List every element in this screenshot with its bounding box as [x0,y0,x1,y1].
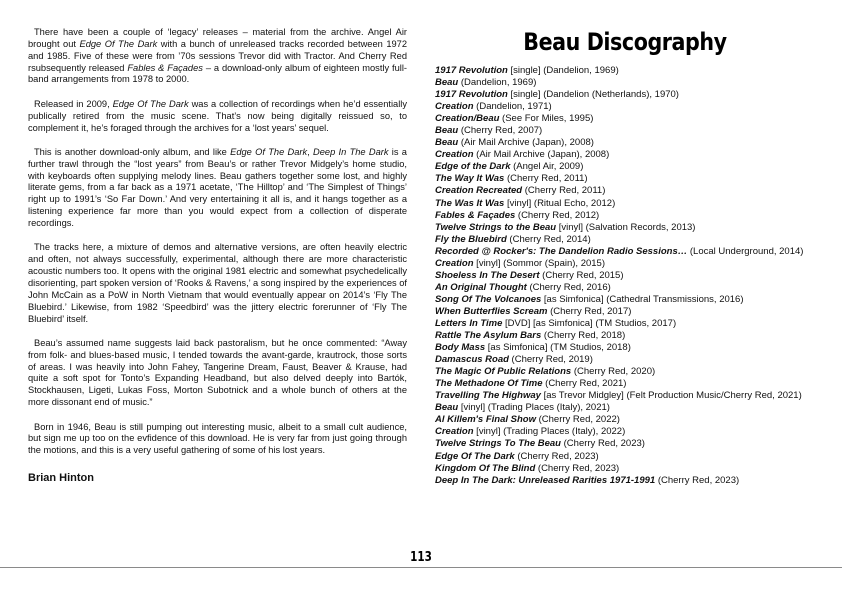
review-paragraph [28,422,407,458]
release-title: Fly the Bluebird [435,233,507,245]
discography-entry [435,65,815,77]
review-paragraph [28,27,407,86]
discography-entry [435,306,815,318]
text-run: Released in 2009, [34,98,113,109]
discography-entry [435,463,815,475]
release-detail: (Cherry Red, 2015) [539,269,624,281]
bottom-rule [0,567,842,568]
album-title-reference: Edge Of The Dark [112,98,189,109]
release-title: The Methadone Of Time [435,378,543,390]
release-detail: [vinyl] (Salvation Records, 2013) [556,221,696,233]
discography-entry [435,89,815,101]
release-detail: [as Simfonica] (Cathedral Transmissions, 2016) [541,293,744,305]
text-run: Born in 1946, Beau is still pumping out interesting music, albeit to a small cult audience, but sign me up too on the evfidence of this download. He is very far from just going through the motions, and this is a very useful gathering of some of his lost years. [28,421,407,456]
text-run: with a bunch of unreleased tracks recorded between 1972 and 1985. Five of these were from ’70s sessions Trevor did with Tractor. And Cherry Red rsubsequently released [28,38,407,73]
release-title: Beau [435,137,459,149]
release-title: Recorded @ Rocker's: The Dandelion Radio Sessions… [435,245,688,257]
discography-entry [435,438,815,450]
discography-entry [435,294,815,306]
release-title: Twelve Strings To The Beau [435,438,561,450]
release-title: Beau [435,402,459,414]
text-run: is a further trawl through the “lost years” from Beau’s or rather Trevor Midgely’s home studio, with keyboards often supplying melody lines. Beau gathers together some lost, and highly literate gems, from a far back as a 1971 acetate, ‘The Hilltop’ and ‘The Simplest of Things’ right up to 1991’s ‘So Far Down.’ And very entertaining it all is, and it hangs together as a listening experience far more than you would expect from a collection of disperate recordings. [28,146,407,228]
release-title: When Butterflies Scream [435,305,548,317]
release-title: Creation [435,257,474,269]
discography-entry [435,402,815,414]
release-detail: (Cherry Red, 2022) [535,414,620,426]
album-title-reference: Deep In The Dark [313,146,389,157]
review-paragraph [28,242,407,325]
discography-entry [435,354,815,366]
text-run: was a collection of recordings when he’d essentially publically retired from the music scene. That’s now being digitally reissued so, to complement it, he’s foraged through the archives for a ‘lost years’ sequel. [28,98,407,133]
review-paragraph [28,338,407,409]
release-detail: (Dandelion, 1969) [458,77,537,89]
release-detail: (Cherry Red, 2012) [515,209,600,221]
discography-entry [435,390,815,402]
discography-entry [435,101,815,113]
release-title: Creation Recreated [435,185,523,197]
release-title: The Magic Of Public Relations [435,366,572,378]
release-detail: (Cherry Red, 2007) [458,125,543,137]
text-run: Beau’s assumed name suggests laid back pastoralism, but he once commented: “Away from folk- and blues-based music, I tended towards the avant-garde, krautrock, those sorts of areas. I was heavily into John Fahey, Tangerine Dream, Faust, Beaver & Krause, had quite a soft spot for Tonto’s Expanding Headband, but also delved deeply into Bartók, Stockhausen, Ligeti, Lukas Foss, Morton Subotnick and a whole bunch of others at the more dissonant end of music.” [28,337,407,408]
discography-entry [435,185,815,197]
release-detail: (Cherry Red, 2016) [526,281,611,293]
discography-entry [435,318,815,330]
text-run: There have been a couple of ‘legacy’ releases – material from the archive. Angel Air brought out [28,27,407,49]
release-title: Letters In Time [435,317,503,329]
release-detail: (Cherry Red, 2011) [522,185,606,197]
release-detail: (Cherry Red, 2023) [535,462,620,474]
release-detail: [single] (Dandelion (Netherlands), 1970) [507,89,679,101]
discography-entry [435,366,815,378]
release-title: The Way It Was [435,173,505,185]
album-title-reference: Fables & Façades [127,62,203,73]
discography-entry [435,414,815,426]
release-title: Deep In The Dark: Unreleased Rarities 1971-1991 [435,474,656,486]
review-paragraph [28,99,407,135]
discography-entry [435,234,815,246]
release-title: Beau [435,125,459,137]
author-byline: Brian Hinton [28,472,94,485]
release-detail: (Cherry Red, 2023) [514,450,599,462]
release-detail: (Cherry Red, 2018) [541,330,626,342]
release-detail: [as Simfonica] (TM Studios, 2018) [485,342,631,354]
release-detail: (See For Miles, 1995) [499,113,594,125]
release-detail: (Cherry Red, 2017) [547,305,632,317]
release-detail: (Dandelion, 1971) [473,101,552,113]
discography-entry [435,149,815,161]
release-title: Body Mass [435,342,486,354]
release-title: An Original Thought [435,281,527,293]
release-detail: [vinyl] (Trading Places (Italy), 2021) [458,402,610,414]
release-title: 1917 Revolution [435,65,508,76]
release-title: Creation [435,426,474,438]
discography-entry [435,451,815,463]
release-title: Travelling The Highway [435,390,541,402]
release-title: Twelve Strings to the Beau [435,221,557,233]
discography-entry [435,270,815,282]
release-detail: (Cherry Red, 2020) [571,366,656,378]
review-text [28,27,407,457]
release-title: Kingdom Of The Blind [435,462,536,474]
release-title: Creation [435,101,474,113]
release-title: Beau [435,77,459,89]
release-title: Edge of the Dark [435,161,511,173]
release-detail: (Air Mail Archive (Japan), 2008) [473,149,610,161]
release-title: Edge Of The Dark [435,450,515,462]
discography-entry [435,258,815,270]
text-run: – a download-only album of eighteen mostly full-band arrangements from 1978 to 2000. [28,62,407,85]
release-detail: [vinyl] (Ritual Echo, 2012) [504,197,616,209]
release-detail: (Cherry Red, 2014) [506,233,591,245]
release-detail: [single] (Dandelion, 1969) [507,65,619,76]
release-title: Creation [435,149,474,161]
release-title: Rattle The Asylum Bars [435,330,542,342]
review-column [28,27,407,498]
discography-entry [435,426,815,438]
text-run: This is another download-only album, and like [34,146,231,157]
discography-entry [435,282,815,294]
release-title: The Was It Was [435,197,505,209]
text-run: The tracks here, a mixture of demos and alternative versions, are often heavily electric and often, not always successfully, experimental, although there are more characteristic acoustic numbers too. It opens with the original 1981 electric and somewhat psychedelically disorienting, part spoken version of ‘Rooks & Ravens,’ a song inspired by the experiences of John McCain as a PoW in North Vietnam that would eventually appear on 2014’s ‘Fly The Bluebird.’ Likewise, from 1982 ‘Speedbird’ was the jittery electric forerunner of ‘Fly The Bluebird’ itself. [28,242,407,324]
release-title: Creation/Beau [435,113,500,125]
discography-entry [435,113,815,125]
discography-entry [435,342,815,354]
discography-entry [435,198,815,210]
release-detail: (Cherry Red, 2019) [508,354,593,366]
release-title: Fables & Façades [435,209,516,221]
release-detail: (Angel Air, 2009) [510,161,584,173]
discography-entry [435,222,815,234]
review-paragraph [28,147,407,230]
release-detail: [vinyl] (Sommor (Spain), 2015) [473,257,606,269]
release-title: Shoeless In The Desert [435,269,540,281]
album-title-reference: Edge Of The Dark [79,38,158,49]
release-detail: (Cherry Red, 2021) [542,378,627,390]
release-detail: (Cherry Red, 2023) [655,474,740,486]
discography-entry [435,161,815,173]
discography-list [435,65,815,487]
discography-column [435,27,815,487]
discography-entry [435,475,815,487]
album-title-reference: Edge Of The Dark [230,146,308,157]
release-detail: (Air Mail Archive (Japan), 2008) [458,137,594,149]
release-detail: (Cherry Red, 2023) [561,438,645,450]
discography-entry [435,378,815,390]
release-detail: (Cherry Red, 2011) [504,173,588,185]
text-run: , [307,146,314,157]
discography-entry [435,77,815,89]
discography-entry [435,173,815,185]
discography-entry [435,330,815,342]
release-title: Song Of The Volcanoes [435,293,542,305]
release-detail: (Local Underground, 2014) [687,245,804,257]
release-detail: [vinyl] (Trading Places (Italy), 2022) [473,426,626,438]
release-title: Damascus Road [435,354,509,366]
discography-entry [435,137,815,149]
release-detail: [DVD] [as Simfonica] (TM Studios, 2017) [502,317,677,329]
discography-entry [435,125,815,137]
release-title: 1917 Revolution [435,89,508,101]
page-number: 113 [410,550,432,565]
discography-entry [435,246,815,258]
discography-title: Beau Discography [523,28,727,56]
discography-entry [435,210,815,222]
release-title: Al Killem's Final Show [435,414,536,426]
release-detail: [as Trevor Midgley] (Felt Production Music/Cherry Red, 2021) [540,390,802,402]
